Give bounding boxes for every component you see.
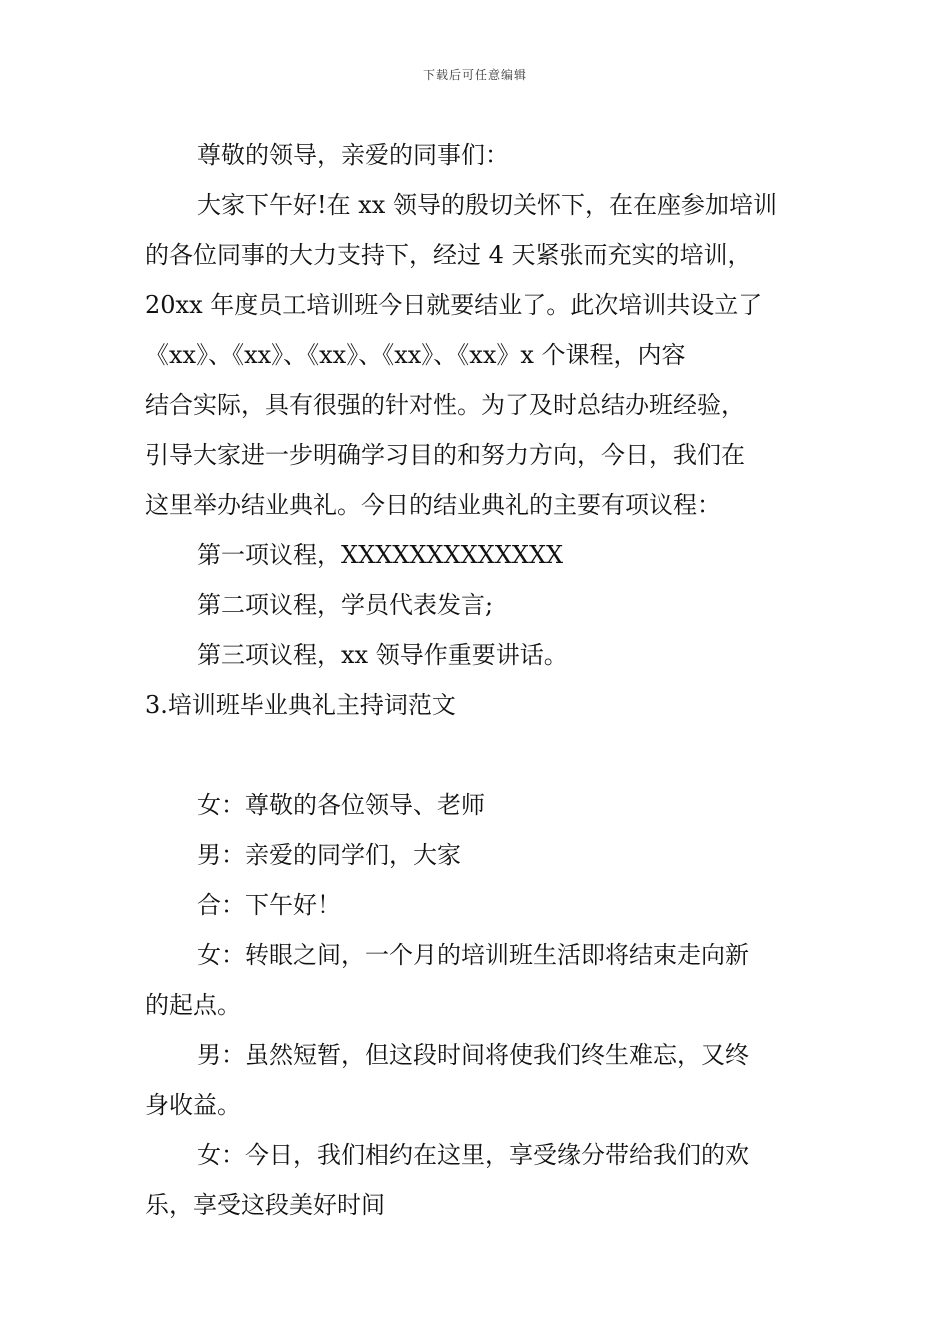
page-header-note: 下载后可任意编辑 [422,68,527,82]
section-heading: 3.培训班毕业典礼主持词范文 [145,691,456,719]
paragraph-line: 《xx》、《xx》、《xx》、《xx》、《xx》x 个课程，内容 [145,341,686,369]
dialogue-line-continued: 的起点。 [145,991,241,1019]
greeting-line: 尊敬的领导，亲爱的同事们： [197,141,509,169]
dialogue-line: 合：下午好！ [197,891,341,919]
paragraph-line: 引导大家进一步明确学习目的和努力方向，今日，我们在 [145,441,745,469]
agenda-item: 第一项议程，XXXXXXXXXXXXX [197,541,564,569]
blank-line [145,730,820,780]
dialogue-line-continued: 身收益。 [145,1091,241,1119]
dialogue-line: 男：亲爱的同学们，大家 [197,841,461,869]
document-body [145,130,820,1230]
dialogue-line-continued: 乐，享受这段美好时间 [145,1191,385,1219]
dialogue-line: 女：今日，我们相约在这里，享受缘分带给我们的欢 [197,1141,749,1169]
dialogue-line: 男：虽然短暂，但这段时间将使我们终生难忘，又终 [197,1041,749,1069]
paragraph-line: 大家下午好!在 xx 领导的殷切关怀下，在在座参加培训 [197,191,777,219]
agenda-item: 第三项议程，xx 领导作重要讲话。 [197,641,568,669]
paragraph-line: 结合实际，具有很强的针对性。为了及时总结办班经验， [145,391,745,419]
paragraph-line: 20xx 年度员工培训班今日就要结业了。此次培训共设立了 [145,291,763,319]
paragraph-line: 这里举办结业典礼。今日的结业典礼的主要有项议程： [145,491,721,519]
dialogue-line: 女：转眼之间，一个月的培训班生活即将结束走向新 [197,941,749,969]
agenda-item: 第二项议程，学员代表发言; [197,591,494,619]
paragraph-line: 的各位同事的大力支持下，经过 4 天紧张而充实的培训， [145,241,752,269]
dialogue-line: 女：尊敬的各位领导、老师 [197,791,485,819]
